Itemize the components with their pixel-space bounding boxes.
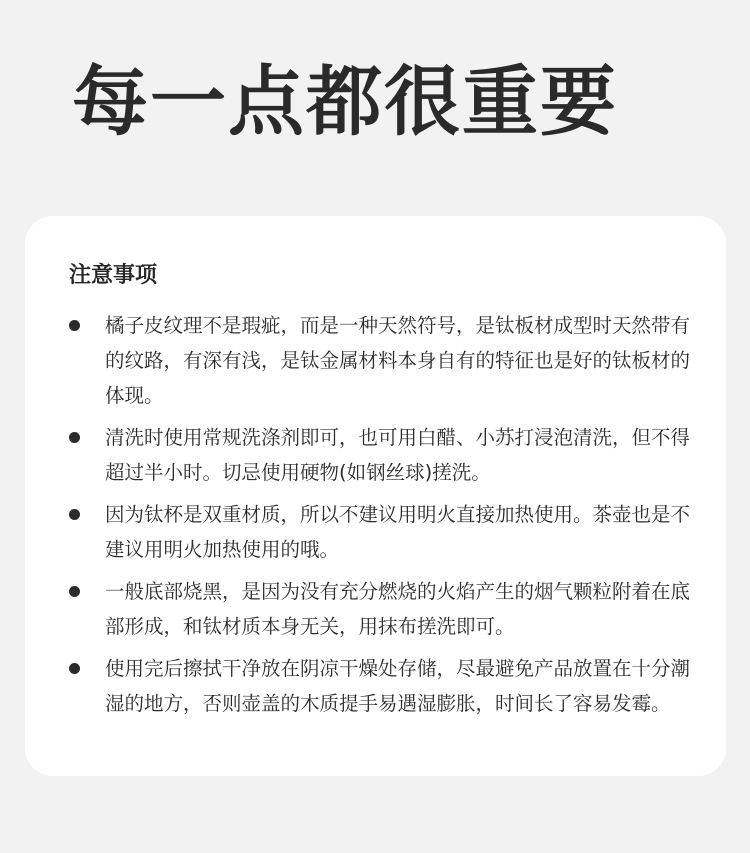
list-item <box>69 308 699 413</box>
bullet-dot-icon <box>69 509 80 520</box>
list-item <box>69 574 699 644</box>
note-text: 清洗时使用常规洗涤剂即可，也可用白醋、小苏打浸泡清洗，但不得超过半小时。切忌使用硬物(如钢丝球)搓洗。 <box>105 426 691 484</box>
note-text: 橘子皮纹理不是瑕疵，而是一种天然符号，是钛板材成型时天然带有的纹路，有深有浅，是钛金属材料本身自有的特征也是好的钛板材的体现。 <box>105 314 691 407</box>
note-text: 因为钛杯是双重材质，所以不建议用明火直接加热使用。茶壶也是不建议用明火加热使用的哦。 <box>105 503 691 561</box>
notes-list <box>69 308 699 728</box>
bullet-dot-icon <box>69 663 80 674</box>
list-item <box>69 420 699 490</box>
list-item <box>69 651 699 721</box>
notes-card <box>25 216 726 776</box>
bullet-dot-icon <box>69 432 80 443</box>
note-text: 一般底部烧黑，是因为没有充分燃烧的火焰产生的烟气颗粒附着在底部形成，和钛材质本身无关，用抹布搓洗即可。 <box>105 580 691 638</box>
note-text: 使用完后擦拭干净放在阴凉干燥处存储，尽最避免产品放置在十分潮湿的地方，否则壶盖的木质提手易遇湿膨胀，时间长了容易发霉。 <box>105 657 691 715</box>
bullet-dot-icon <box>69 320 80 331</box>
bullet-dot-icon <box>69 586 80 597</box>
card-title: 注意事项 <box>69 263 158 288</box>
page-headline: 每一点都很重要 <box>72 57 618 146</box>
list-item <box>69 497 699 567</box>
